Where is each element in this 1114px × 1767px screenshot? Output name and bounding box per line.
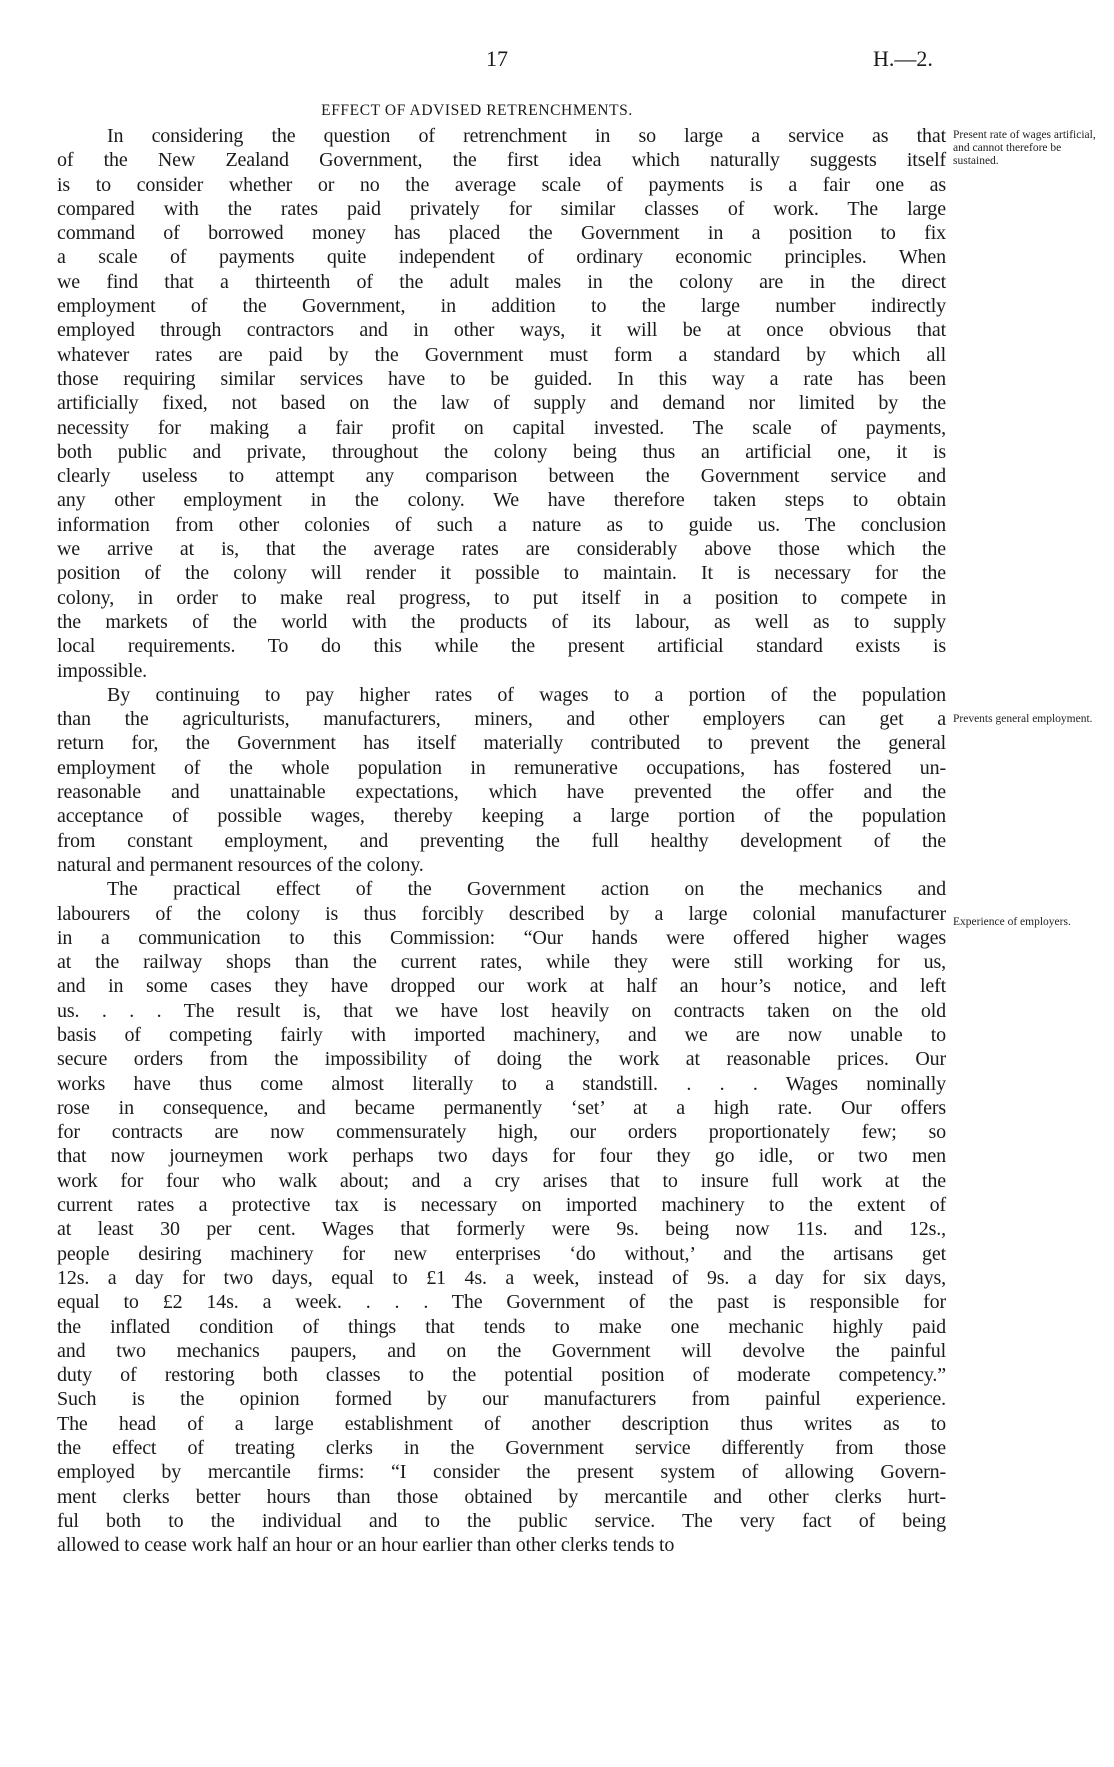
section-title-container [0, 102, 1114, 120]
body-text [57, 124, 946, 1558]
text-line: In considering the question of retrenchment in so large a service as that [107, 125, 946, 147]
text-line: both public and private, throughout the colony being thus an artificial one, it is [57, 440, 946, 463]
text-line: allowed to cease work half an hour or an hour earlier than other clerks tends to [57, 1534, 675, 1557]
text-line: we arrive at is, that the average rates are considerably above those which the [57, 538, 946, 561]
text-line: a scale of payments quite independent of ordinary economic principles. When [57, 246, 946, 269]
text-line: in a communication to this Commission: “Our hands were offered higher wages [57, 926, 946, 949]
text-line: and in some cases they have dropped our work at half an hour’s notice, and left [57, 975, 946, 998]
text-line: necessity for making a fair profit on capital invested. The scale of payments, [57, 416, 946, 439]
text-line: artificially fixed, not based on the law of supply and demand nor limited by the [57, 392, 946, 415]
text-line: whatever rates are paid by the Government must form a standard by which all [57, 343, 946, 366]
text-line: ful both to the individual and to the public service. The very fact of being [57, 1509, 946, 1532]
text-line: employed through contractors and in other ways, it will be at once obvious that [57, 319, 946, 342]
text-line: work for four who walk about; and a cry arises that to insure full work at the [57, 1169, 946, 1192]
text-line: 12s. a day for two days, equal to £1 4s. a week, instead of 9s. a day for six days, [57, 1266, 946, 1289]
text-line: clearly useless to attempt any comparison between the Government service and [57, 465, 946, 488]
text-line: than the agriculturists, manufacturers, miners, and other employers can get a [57, 708, 946, 731]
paragraph-1 [57, 124, 946, 683]
text-line: basis of competing fairly with imported machinery, and we are now unable to [57, 1023, 946, 1046]
text-line: reasonable and unattainable expectations, which have prevented the offer and the [57, 781, 946, 804]
page-header [0, 46, 1114, 76]
text-line: and two mechanics paupers, and on the Government will devolve the painful [57, 1339, 946, 1362]
text-line: employment of the whole population in remunerative occupations, has fostered un- [57, 756, 946, 779]
text-line: people desiring machinery for new enterprises ‘do without,’ and the artisans get [57, 1242, 946, 1265]
text-line: any other employment in the colony. We have therefore taken steps to obtain [57, 489, 946, 512]
text-line: labourers of the colony is thus forcibly described by a large colonial manufacturer [57, 902, 946, 925]
document-reference: H.—2. [873, 46, 933, 71]
text-line: return for, the Government has itself materially contributed to prevent the general [57, 732, 946, 755]
text-line: the inflated condition of things that tends to make one mechanic highly paid [57, 1315, 946, 1338]
text-line: current rates a protective tax is necessary on imported machinery to the extent of [57, 1194, 946, 1217]
text-line: command of borrowed money has placed the Government in a position to fix [57, 222, 946, 245]
text-line: information from other colonies of such a nature as to guide us. The conclusion [57, 513, 946, 536]
side-note-wages-artificial: Present rate of wages artificial, and cannot therefore be sustained. [953, 129, 1096, 167]
text-line: at the railway shops than the current rates, while they were still working for us, [57, 951, 946, 974]
text-line: By continuing to pay higher rates of wages to a portion of the population [107, 683, 946, 706]
text-line: we find that a thirteenth of the adult males in the colony are in the direct [57, 270, 946, 293]
text-line: impossible. [57, 659, 148, 682]
text-line: position of the colony will render it possible to maintain. It is necessary for the [57, 562, 946, 585]
side-note-experience-employers: Experience of employers. [953, 916, 1071, 928]
text-line: ment clerks better hours than those obtained by mercantile and other clerks hurt- [57, 1485, 946, 1508]
text-line: The practical effect of the Government action on the mechanics and [107, 878, 946, 901]
text-line: works have thus come almost literally to a standstill. . . . Wages nominally [57, 1072, 946, 1095]
text-line: duty of restoring both classes to the potential position of moderate competency.” [57, 1364, 946, 1387]
text-line: the effect of treating clerks in the Government service differently from those [57, 1437, 946, 1460]
section-title: EFFECT OF ADVISED RETRENCHMENTS. [321, 102, 633, 119]
text-line: from constant employment, and preventing the full healthy development of the [57, 829, 946, 852]
text-line: acceptance of possible wages, thereby keeping a large portion of the population [57, 805, 946, 828]
text-line: rose in consequence, and became permanently ‘set’ at a high rate. Our offers [57, 1096, 946, 1119]
text-line: secure orders from the impossibility of doing the work at reasonable prices. Our [57, 1048, 946, 1071]
paragraph-2 [57, 683, 946, 877]
text-line: The head of a large establishment of another description thus writes as to [57, 1412, 946, 1435]
text-line: us. . . . The result is, that we have lost heavily on contracts taken on the old [57, 999, 946, 1022]
text-line: equal to £2 14s. a week. . . . The Government of the past is responsible for [57, 1291, 946, 1314]
text-line: that now journeymen work perhaps two days for four they go idle, or two men [57, 1145, 946, 1168]
text-line: is to consider whether or no the average scale of payments is a fair one as [57, 173, 946, 196]
text-line: those requiring similar services have to be guided. In this way a rate has been [57, 367, 946, 390]
text-line: employed by mercantile firms: “I consider the present system of allowing Govern- [57, 1461, 946, 1484]
text-line: natural and permanent resources of the colony. [57, 853, 424, 876]
text-line: at least 30 per cent. Wages that formerly were 9s. being now 11s. and 12s., [57, 1218, 946, 1241]
side-note-prevents-employment: Prevents general employment. [953, 713, 1093, 725]
text-line: for contracts are now commensurately high, our orders proportionately few; so [57, 1121, 946, 1144]
text-line: colony, in order to make real progress, to put itself in a position to compete in [57, 586, 946, 609]
paragraph-3 [57, 877, 946, 1557]
text-line: compared with the rates paid privately for similar classes of work. The large [57, 197, 946, 220]
text-line: local requirements. To do this while the present artificial standard exists is [57, 635, 946, 658]
text-line: of the New Zealand Government, the first idea which naturally suggests itself [57, 149, 946, 172]
text-line: employment of the Government, in addition to the large number indirectly [57, 295, 946, 318]
page-number: 17 [486, 46, 508, 71]
text-line: Such is the opinion formed by our manufacturers from painful experience. [57, 1388, 946, 1411]
text-line: the markets of the world with the products of its labour, as well as to supply [57, 610, 946, 633]
